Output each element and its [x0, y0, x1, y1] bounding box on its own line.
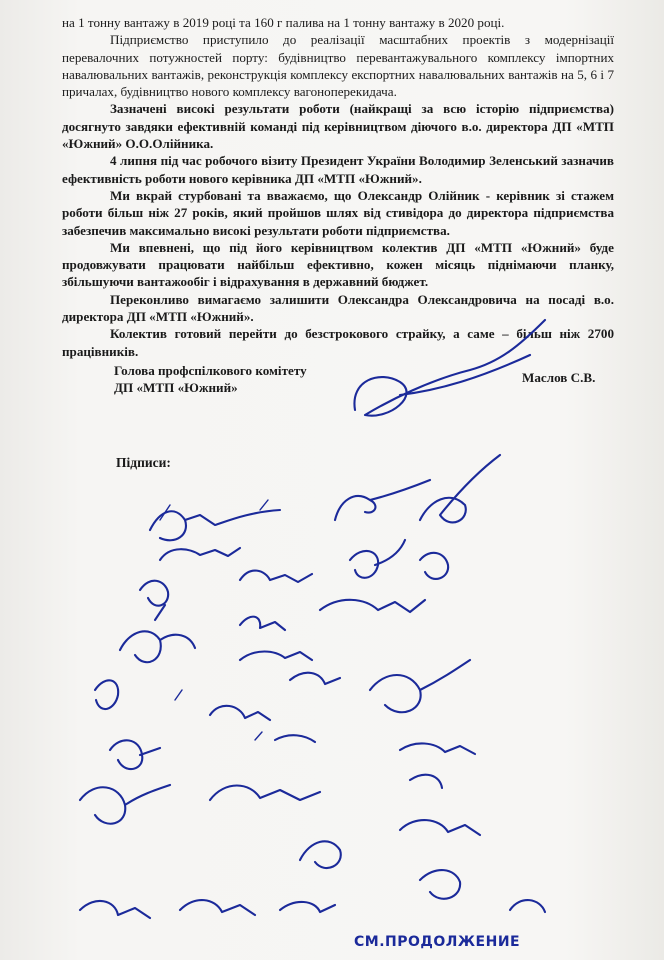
signature-2	[160, 548, 240, 560]
signatory-name: Маслов С.В.	[522, 370, 596, 385]
signature-22	[410, 775, 442, 788]
signature-19	[110, 740, 160, 769]
letter-body	[62, 14, 614, 360]
signature-18	[400, 743, 475, 754]
paragraph-concern: Ми вкрай стурбовані та вважаємо, що Олександр Олійник - керівник зі стажем роботи більш ніж 27 років, який пройшов шлях від стивідора до директора підприємства забезпечив максимально високі результати роботи підприємства.	[62, 187, 614, 238]
signatory-title-line1: Голова профспілкового комітету	[114, 363, 307, 378]
signature-5	[140, 581, 168, 620]
paragraph-confidence: Ми впевнені, що під його керівництвом колектив ДП «МТП «Южний» буде продовжувати працювати найбільш ефективно, кожен місяць піднімаючи планку, збільшуючи вантажообіг і відрахування в державний бюджет.	[62, 239, 614, 290]
signature-8	[420, 553, 448, 579]
signature-27	[180, 900, 255, 915]
signature-12	[240, 652, 312, 661]
signature-30	[160, 500, 268, 520]
signature-4	[420, 455, 500, 522]
signature-10	[320, 600, 425, 612]
continuation-note: СМ.ПРОДОЛЖЕНИЕ	[354, 934, 521, 950]
signatory-title-line2: ДП «МТП «Южний»	[114, 380, 238, 396]
signature-13	[290, 673, 340, 684]
signature-11	[120, 631, 195, 662]
paragraph-president-visit: 4 липня під час робочого візиту Президент України Володимир Зеленський зазначив ефективність роботи нового керівника ДП «МТП «Южний».	[62, 153, 614, 186]
signature-24	[300, 841, 341, 868]
signature-31	[175, 690, 262, 740]
signatures-label: Підписи:	[116, 455, 171, 470]
signature-28	[280, 902, 335, 912]
signature-29	[510, 900, 545, 912]
signature-3	[335, 480, 430, 520]
signature-17	[275, 735, 315, 742]
paragraph-modernization: Підприємство приступило до реалізації масштабних проектів з модернізації перевалочних потужностей порту: будівництво перевантажувального комплексу імпортних навалювальних вантажів, реконструкція комплексу експортних навалювальних вантажів на 5, 6 і 7 причалах, будівництво нового комплексу вагоноперекидача.	[62, 32, 614, 100]
signature-20	[210, 786, 320, 801]
paragraph-demand: Переконливо вимагаємо залишити Олександра Олександровича на посаді в.о. директора ДП «МТП «Южний».	[62, 291, 614, 325]
signature-9	[240, 617, 285, 630]
signature-1	[150, 510, 280, 540]
signature-16	[210, 706, 270, 720]
signature-26	[80, 901, 150, 918]
paragraph-results: Зазначені високі результати роботи (найкращі за всю історію підприємства) досягнуто завдяки ефективній команді під керівництвом діючого в.о. директора ДП «МТП «Южний» О.О.Олійника.	[62, 101, 614, 152]
signature-21	[80, 785, 170, 824]
signature-15	[95, 680, 118, 709]
paragraph-strike: Колектив готовий перейти до безстрокового страйку, а саме – більш ніж 2700 працівників.	[62, 326, 614, 359]
signatory-title	[114, 362, 307, 397]
signature-14	[370, 660, 470, 712]
signature-7	[350, 540, 405, 578]
signature-6	[240, 571, 312, 582]
signature-25	[420, 870, 460, 899]
signature-23	[400, 820, 480, 835]
paragraph-fuel: на 1 тонну вантажу в 2019 році та 160 г палива на 1 тонну вантажу в 2020 році.	[62, 15, 505, 30]
